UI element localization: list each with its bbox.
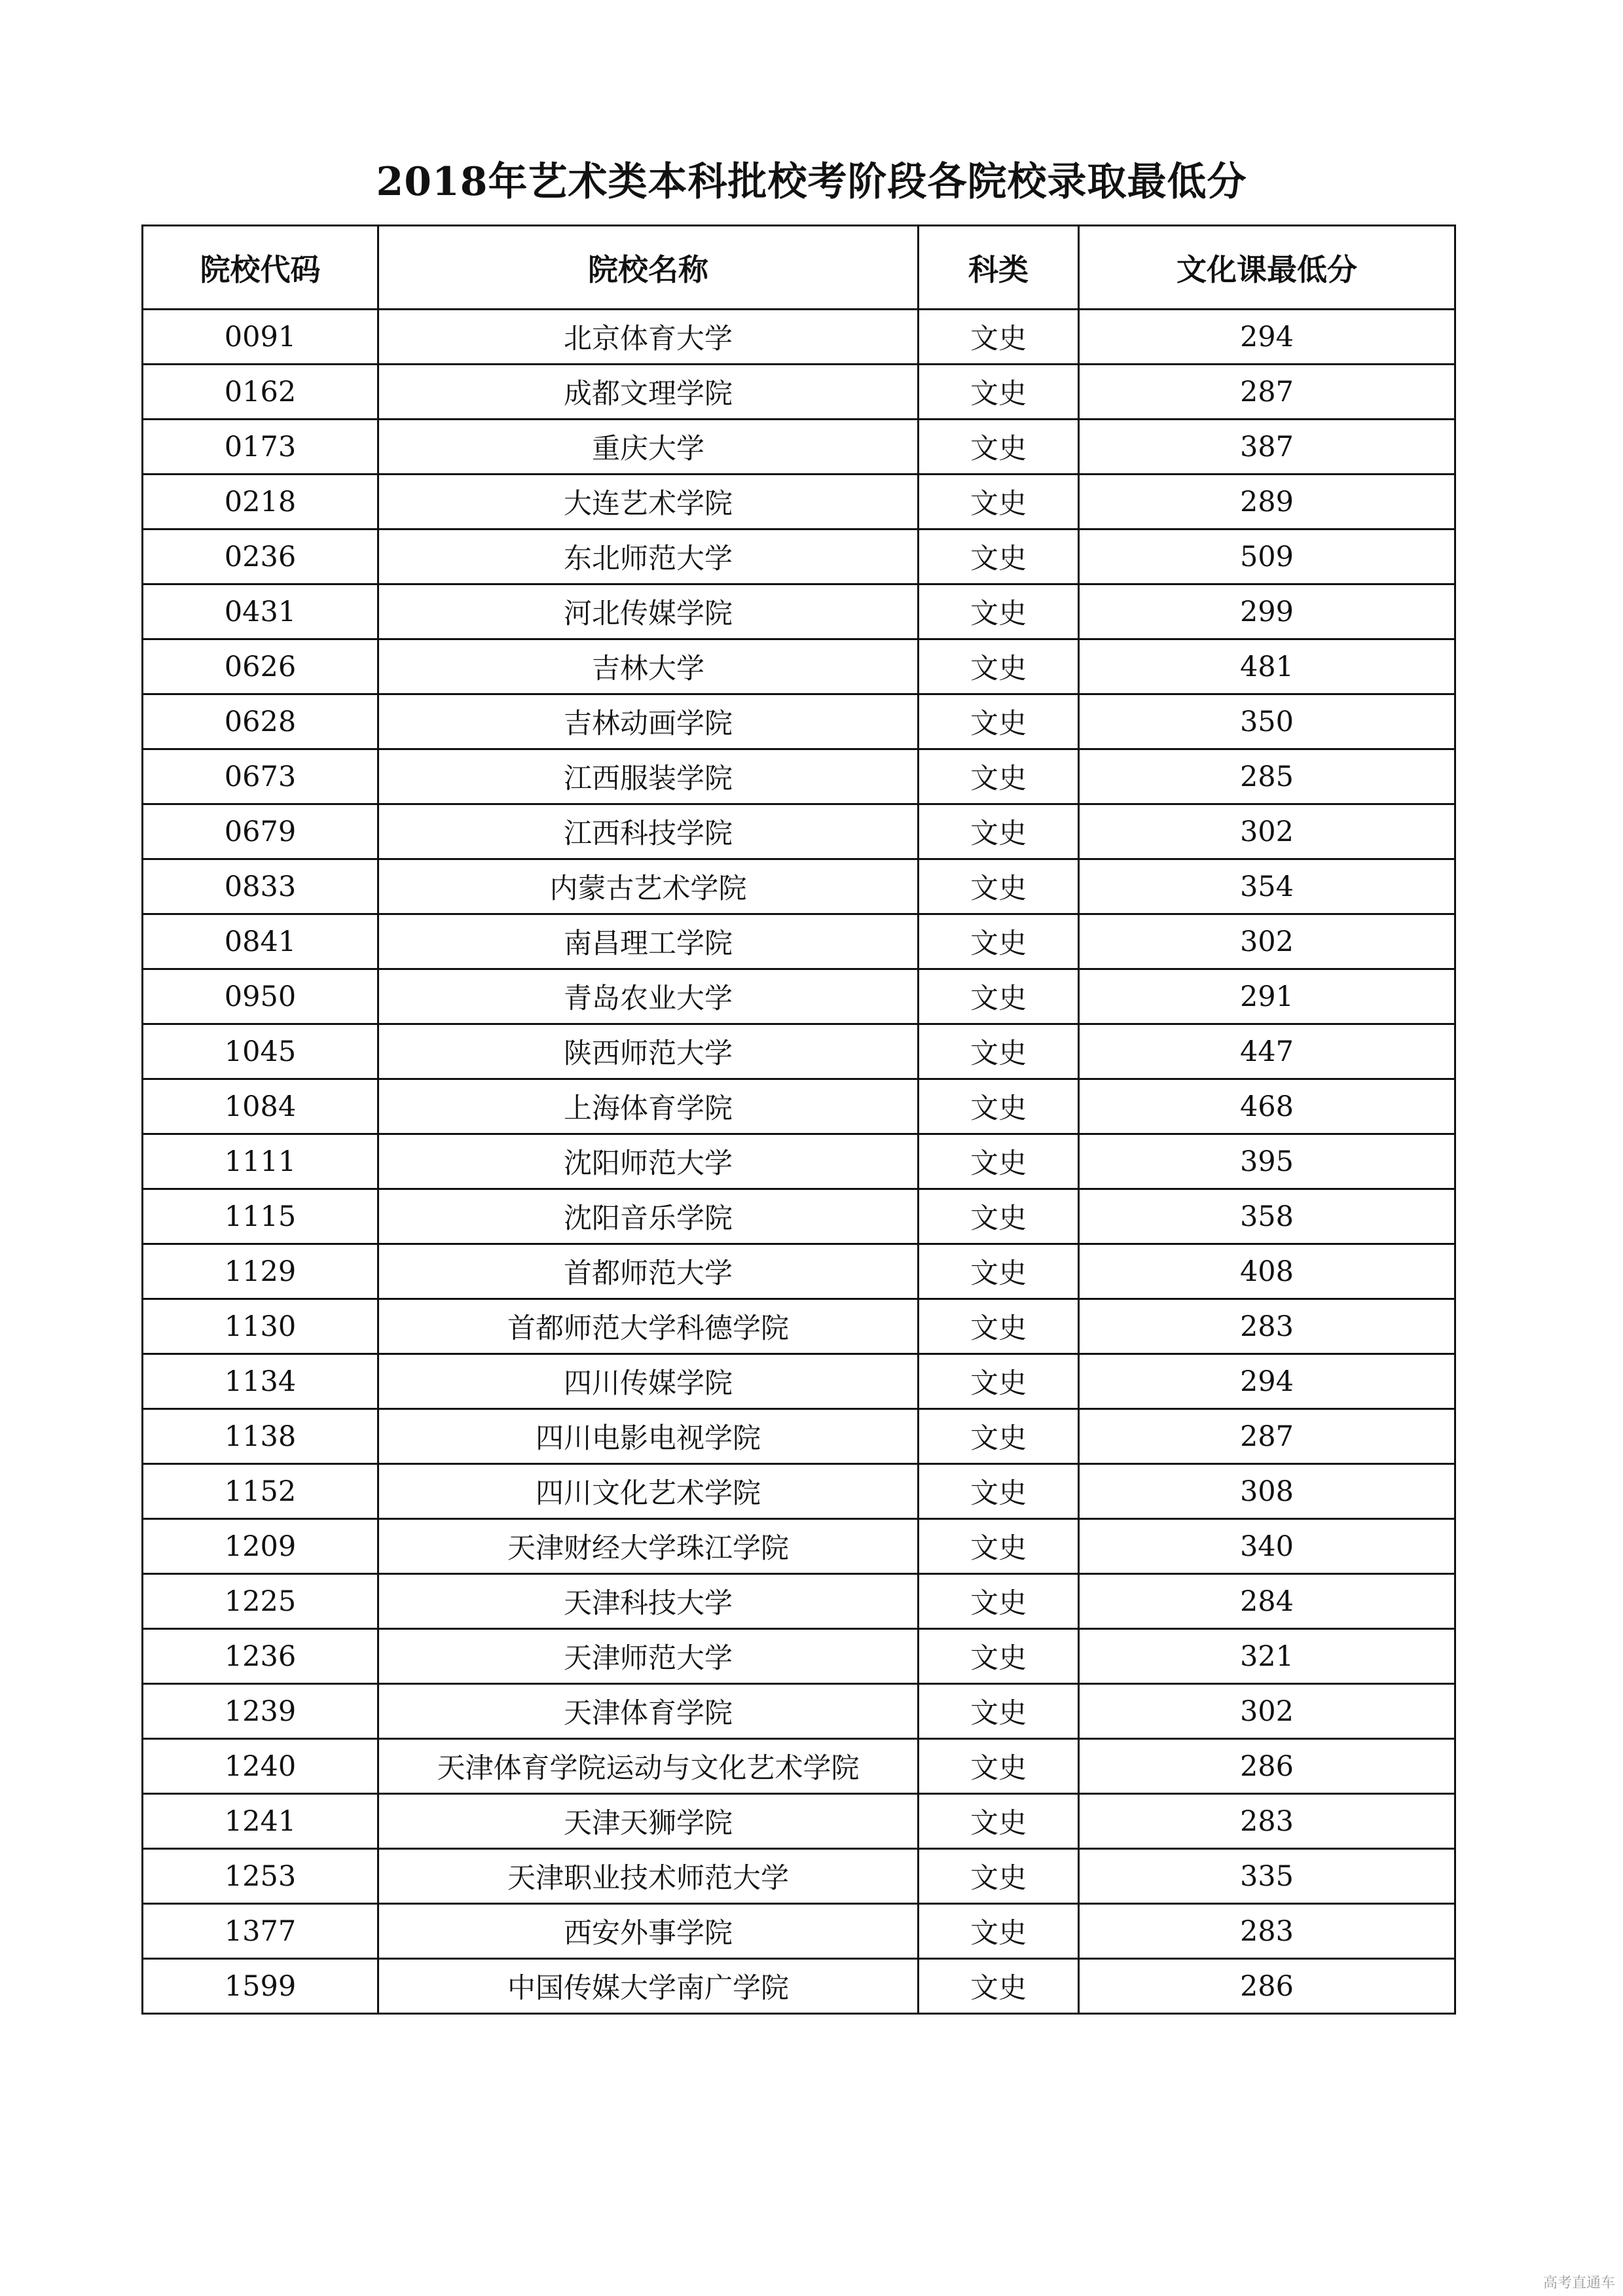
cell-school-code: 1236 — [143, 1629, 378, 1684]
cell-min-score: 408 — [1079, 1244, 1455, 1299]
cell-min-score: 481 — [1079, 639, 1455, 694]
table-row — [143, 529, 1455, 584]
cell-school-code: 0236 — [143, 529, 378, 584]
table-row — [143, 1684, 1455, 1739]
cell-category: 文史 — [919, 1464, 1079, 1519]
cell-min-score: 335 — [1079, 1849, 1455, 1904]
table-row — [143, 1739, 1455, 1794]
table-row — [143, 1519, 1455, 1574]
cell-school-name: 天津职业技术师范大学 — [378, 1849, 919, 1904]
table-row — [143, 694, 1455, 749]
cell-school-name: 沈阳音乐学院 — [378, 1189, 919, 1244]
cell-school-code: 0173 — [143, 420, 378, 475]
cell-school-name: 陕西师范大学 — [378, 1024, 919, 1079]
cell-school-name: 沈阳师范大学 — [378, 1134, 919, 1189]
cell-category: 文史 — [919, 1959, 1079, 2014]
table-row — [143, 1904, 1455, 1959]
cell-school-code: 1115 — [143, 1189, 378, 1244]
cell-school-code: 1239 — [143, 1684, 378, 1739]
cell-school-name: 四川传媒学院 — [378, 1354, 919, 1409]
cell-school-name: 四川文化艺术学院 — [378, 1464, 919, 1519]
cell-school-code: 1152 — [143, 1464, 378, 1519]
cell-category: 文史 — [919, 914, 1079, 969]
table-row — [143, 584, 1455, 639]
cell-school-code: 0091 — [143, 310, 378, 365]
header-school-name: 院校名称 — [378, 226, 919, 310]
cell-school-code: 1253 — [143, 1849, 378, 1904]
cell-min-score: 289 — [1079, 475, 1455, 529]
cell-school-name: 西安外事学院 — [378, 1904, 919, 1959]
cell-school-name: 成都文理学院 — [378, 365, 919, 420]
cell-school-name: 东北师范大学 — [378, 529, 919, 584]
cell-min-score: 340 — [1079, 1519, 1455, 1574]
cell-school-name: 北京体育大学 — [378, 310, 919, 365]
cell-min-score: 308 — [1079, 1464, 1455, 1519]
cell-school-name: 江西科技学院 — [378, 804, 919, 859]
cell-school-code: 0162 — [143, 365, 378, 420]
table-row — [143, 1354, 1455, 1409]
cell-category: 文史 — [919, 1409, 1079, 1464]
cell-category: 文史 — [919, 1024, 1079, 1079]
table-row — [143, 1024, 1455, 1079]
cell-school-name: 首都师范大学 — [378, 1244, 919, 1299]
table-row — [143, 1464, 1455, 1519]
cell-min-score: 302 — [1079, 1684, 1455, 1739]
table-body — [143, 310, 1455, 2014]
cell-category: 文史 — [919, 694, 1079, 749]
header-category: 科类 — [919, 226, 1079, 310]
cell-school-name: 吉林动画学院 — [378, 694, 919, 749]
cell-school-name: 重庆大学 — [378, 420, 919, 475]
cell-school-name: 南昌理工学院 — [378, 914, 919, 969]
cell-category: 文史 — [919, 420, 1079, 475]
table-row — [143, 1189, 1455, 1244]
cell-min-score: 321 — [1079, 1629, 1455, 1684]
cell-min-score: 294 — [1079, 1354, 1455, 1409]
page-title: 2018年艺术类本科批校考阶段各院校录取最低分 — [376, 159, 1247, 205]
cell-school-code: 1111 — [143, 1134, 378, 1189]
cell-min-score: 287 — [1079, 1409, 1455, 1464]
cell-category: 文史 — [919, 475, 1079, 529]
cell-category: 文史 — [919, 1244, 1079, 1299]
cell-school-name: 吉林大学 — [378, 639, 919, 694]
table-row — [143, 1794, 1455, 1849]
table-row — [143, 365, 1455, 420]
cell-school-name: 天津科技大学 — [378, 1574, 919, 1629]
cell-school-code: 1130 — [143, 1299, 378, 1354]
cell-category: 文史 — [919, 1189, 1079, 1244]
cell-min-score: 283 — [1079, 1299, 1455, 1354]
cell-school-code: 1045 — [143, 1024, 378, 1079]
cell-school-name: 江西服装学院 — [378, 749, 919, 804]
cell-category: 文史 — [919, 1299, 1079, 1354]
cell-min-score: 395 — [1079, 1134, 1455, 1189]
table-row — [143, 310, 1455, 365]
cell-category: 文史 — [919, 1794, 1079, 1849]
table-row — [143, 1079, 1455, 1134]
cell-school-code: 1241 — [143, 1794, 378, 1849]
cell-min-score: 291 — [1079, 969, 1455, 1024]
header-min-score: 文化课最低分 — [1079, 226, 1455, 310]
cell-school-code: 1209 — [143, 1519, 378, 1574]
cell-min-score: 285 — [1079, 749, 1455, 804]
cell-school-code: 0673 — [143, 749, 378, 804]
cell-school-name: 天津天狮学院 — [378, 1794, 919, 1849]
cell-school-code: 0679 — [143, 804, 378, 859]
cell-min-score: 354 — [1079, 859, 1455, 914]
cell-category: 文史 — [919, 749, 1079, 804]
cell-category: 文史 — [919, 584, 1079, 639]
cell-category: 文史 — [919, 1519, 1079, 1574]
table-row — [143, 639, 1455, 694]
cell-category: 文史 — [919, 859, 1079, 914]
cell-school-name: 内蒙古艺术学院 — [378, 859, 919, 914]
cell-school-name: 天津体育学院 — [378, 1684, 919, 1739]
cell-school-code: 0841 — [143, 914, 378, 969]
cell-min-score: 283 — [1079, 1904, 1455, 1959]
cell-min-score: 299 — [1079, 584, 1455, 639]
cell-school-name: 首都师范大学科德学院 — [378, 1299, 919, 1354]
cell-school-name: 天津财经大学珠江学院 — [378, 1519, 919, 1574]
cell-category: 文史 — [919, 1354, 1079, 1409]
admission-score-table — [141, 224, 1456, 2015]
cell-school-name: 天津师范大学 — [378, 1629, 919, 1684]
table-row — [143, 859, 1455, 914]
cell-min-score: 468 — [1079, 1079, 1455, 1134]
cell-category: 文史 — [919, 804, 1079, 859]
table-row — [143, 420, 1455, 475]
cell-school-name: 青岛农业大学 — [378, 969, 919, 1024]
cell-category: 文史 — [919, 365, 1079, 420]
cell-school-code: 1129 — [143, 1244, 378, 1299]
table-header-row — [143, 226, 1455, 310]
cell-school-code: 0628 — [143, 694, 378, 749]
cell-school-code: 0431 — [143, 584, 378, 639]
cell-min-score: 286 — [1079, 1959, 1455, 2014]
cell-school-code: 0833 — [143, 859, 378, 914]
cell-school-name: 河北传媒学院 — [378, 584, 919, 639]
cell-min-score: 287 — [1079, 365, 1455, 420]
cell-school-code: 1377 — [143, 1904, 378, 1959]
table-row — [143, 914, 1455, 969]
cell-school-name: 中国传媒大学南广学院 — [378, 1959, 919, 2014]
table-row — [143, 1244, 1455, 1299]
cell-min-score: 284 — [1079, 1574, 1455, 1629]
cell-category: 文史 — [919, 310, 1079, 365]
header-school-code: 院校代码 — [143, 226, 378, 310]
cell-category: 文史 — [919, 1574, 1079, 1629]
cell-min-score: 286 — [1079, 1739, 1455, 1794]
cell-min-score: 294 — [1079, 310, 1455, 365]
cell-school-name: 大连艺术学院 — [378, 475, 919, 529]
cell-min-score: 387 — [1079, 420, 1455, 475]
cell-school-code: 1134 — [143, 1354, 378, 1409]
cell-category: 文史 — [919, 1079, 1079, 1134]
table-row — [143, 1959, 1455, 2014]
table-row — [143, 969, 1455, 1024]
table-row — [143, 1629, 1455, 1684]
table-row — [143, 1409, 1455, 1464]
cell-min-score: 302 — [1079, 914, 1455, 969]
cell-school-code: 1240 — [143, 1739, 378, 1794]
cell-min-score: 358 — [1079, 1189, 1455, 1244]
table-row — [143, 1574, 1455, 1629]
cell-school-name: 四川电影电视学院 — [378, 1409, 919, 1464]
table-row — [143, 1849, 1455, 1904]
cell-school-code: 0626 — [143, 639, 378, 694]
cell-category: 文史 — [919, 1904, 1079, 1959]
cell-category: 文史 — [919, 1684, 1079, 1739]
cell-category: 文史 — [919, 529, 1079, 584]
cell-school-code: 0950 — [143, 969, 378, 1024]
table-row — [143, 1134, 1455, 1189]
cell-school-code: 1138 — [143, 1409, 378, 1464]
table-row — [143, 1299, 1455, 1354]
table-row — [143, 749, 1455, 804]
cell-category: 文史 — [919, 1629, 1079, 1684]
cell-min-score: 509 — [1079, 529, 1455, 584]
table-row — [143, 804, 1455, 859]
cell-school-code: 0218 — [143, 475, 378, 529]
cell-category: 文史 — [919, 639, 1079, 694]
table-row — [143, 475, 1455, 529]
cell-school-name: 天津体育学院运动与文化艺术学院 — [378, 1739, 919, 1794]
cell-category: 文史 — [919, 1739, 1079, 1794]
cell-category: 文史 — [919, 1849, 1079, 1904]
cell-min-score: 283 — [1079, 1794, 1455, 1849]
cell-category: 文史 — [919, 969, 1079, 1024]
cell-category: 文史 — [919, 1134, 1079, 1189]
cell-min-score: 350 — [1079, 694, 1455, 749]
cell-school-code: 1225 — [143, 1574, 378, 1629]
cell-school-code: 1084 — [143, 1079, 378, 1134]
cell-school-name: 上海体育学院 — [378, 1079, 919, 1134]
cell-min-score: 447 — [1079, 1024, 1455, 1079]
cell-min-score: 302 — [1079, 804, 1455, 859]
watermark: 高考直通车 — [1542, 2275, 1615, 2291]
cell-school-code: 1599 — [143, 1959, 378, 2014]
